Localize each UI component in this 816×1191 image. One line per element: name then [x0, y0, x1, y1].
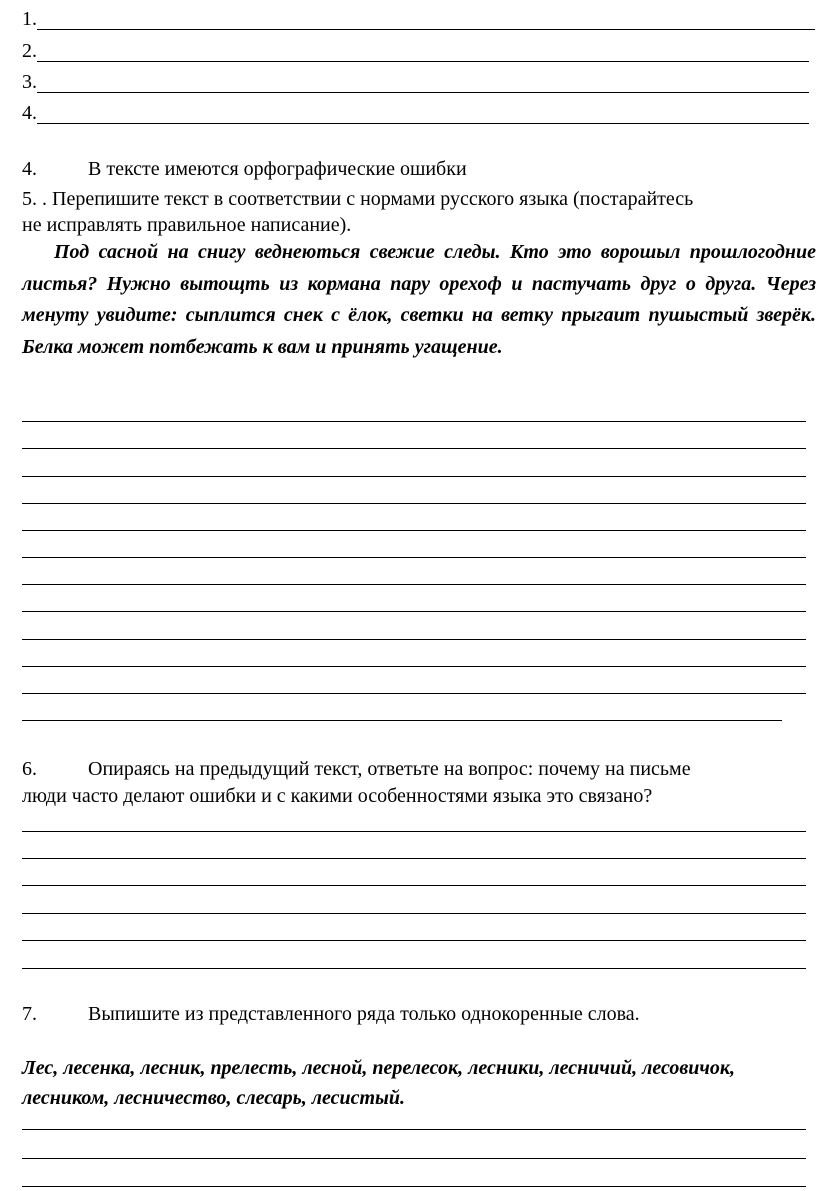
writing-line[interactable] [22, 530, 806, 531]
writing-line[interactable] [22, 448, 806, 449]
answer-line-number: 1. [22, 8, 37, 30]
writing-line[interactable] [22, 720, 782, 721]
writing-line[interactable] [22, 666, 806, 667]
writing-line[interactable] [22, 913, 806, 914]
writing-line[interactable] [22, 584, 806, 585]
task-5-line-2: не исправлять правильное написание). [22, 214, 352, 236]
writing-line[interactable] [22, 968, 806, 969]
task-4-number: 4. [22, 158, 37, 180]
writing-line[interactable] [22, 1158, 806, 1159]
task-4 [22, 156, 467, 182]
task-5-line-1: 5. . Перепишите текст в соответствии с нормами русского языка (постарайтесь [22, 188, 694, 210]
task-6-number: 6. [22, 758, 37, 780]
answer-line-2[interactable] [22, 32, 809, 62]
writing-line[interactable] [22, 503, 806, 504]
answer-line-rule [37, 43, 809, 62]
answer-line-1[interactable] [22, 0, 815, 30]
writing-line[interactable] [22, 1186, 806, 1187]
writing-line[interactable] [22, 611, 806, 612]
task-6-text: Опираясь на предыдущий текст, ответьте на вопрос: почему на письме [88, 758, 691, 780]
task-6-line-1 [22, 756, 691, 782]
writing-line[interactable] [22, 557, 806, 558]
writing-line[interactable] [22, 639, 806, 640]
writing-line[interactable] [22, 885, 806, 886]
writing-line[interactable] [22, 421, 806, 422]
task-4-text: В тексте имеются орфографические ошибки [88, 158, 467, 180]
answer-line-4[interactable] [22, 94, 809, 124]
writing-line[interactable] [22, 1129, 806, 1130]
task-7-text: Выпишите из представленного ряда только однокоренные слова. [88, 1003, 640, 1025]
writing-line[interactable] [22, 693, 806, 694]
answer-line-number: 2. [22, 40, 37, 62]
task-7 [22, 1001, 640, 1027]
answer-line-number: 3. [22, 71, 37, 93]
answer-line-number: 4. [22, 102, 37, 124]
writing-line[interactable] [22, 831, 806, 832]
answer-line-rule [37, 11, 815, 30]
answer-line-3[interactable] [22, 63, 809, 93]
task-7-number: 7. [22, 1003, 37, 1025]
task-5-passage: Под сасной на снигу веднеються свежие следы. Кто это ворошыл прошлогодние листья? Нужно вытощть из кормана пару орехоф и пастучать друг о друга. Через менуту увидите: сыплится снек с ёлок, светки на ветку прыгаит пушыстый зверёк. Белка может потбежать к вам и принять угащение. [22, 241, 816, 358]
writing-line[interactable] [22, 940, 806, 941]
answer-line-rule [37, 105, 809, 124]
writing-line[interactable] [22, 476, 806, 477]
task-6-line-2: люди часто делают ошибки и с какими особенностями языка это связано? [22, 785, 653, 807]
answer-line-rule [37, 74, 809, 93]
writing-line[interactable] [22, 858, 806, 859]
task-7-word-list: Лес, лесенка, лесник, прелесть, лесной, перелесок, лесники, лесничий, лесовичок, лесником, лесничество, слесарь, лесистый. [22, 1057, 736, 1109]
